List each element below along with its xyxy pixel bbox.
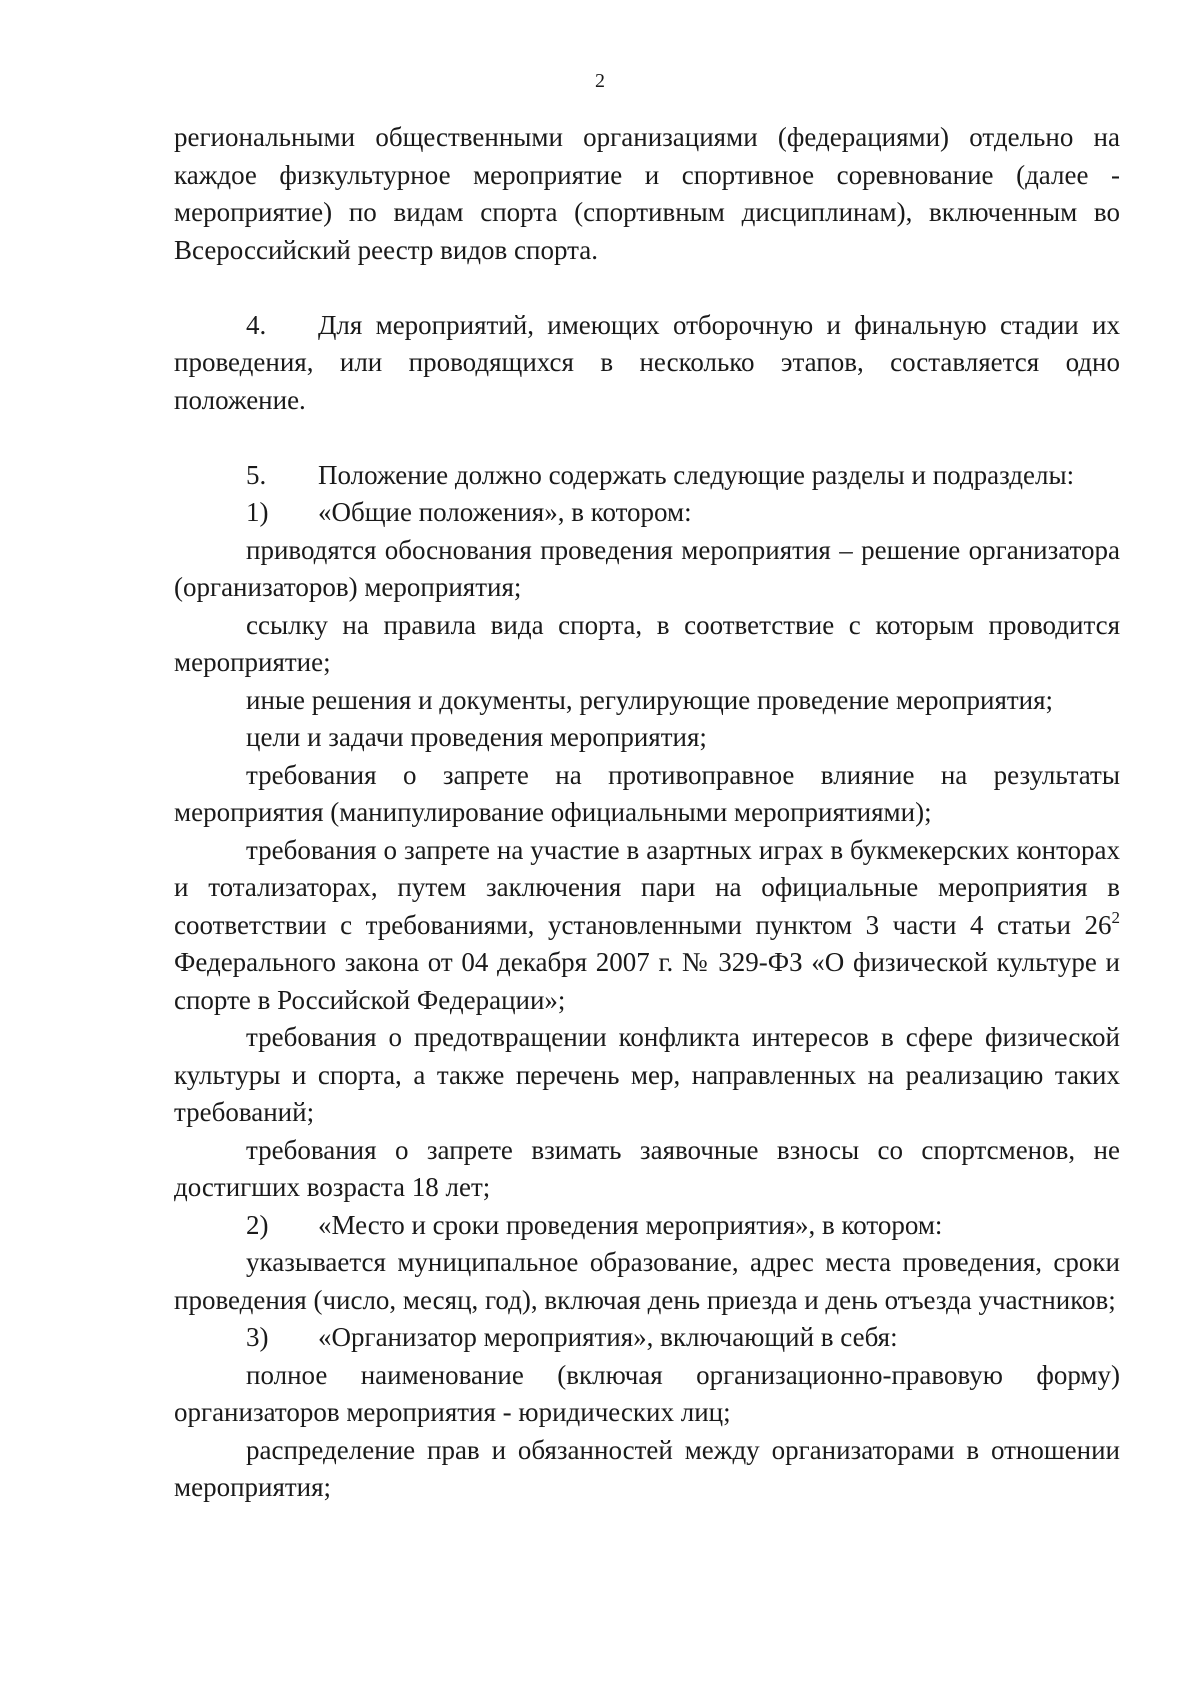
subsection-1-item: цели и задачи проведения мероприятия; [246, 722, 707, 752]
subsection-2-item: указывается муниципальное образование, адрес места проведения, сроки проведения (число, месяц, год), включая день приезда и день отъезда участников; [174, 1247, 1120, 1315]
subsection-1-item: требования о запрете на противоправное влияние на результаты мероприятия (манипулирование официальными мероприятиями); [174, 759, 1120, 827]
item-5-text: Положение должно содержать следующие разделы и подразделы: [318, 459, 1075, 490]
subsection-1-item: требования о предотвращении конфликта интересов в сфере физической культуры и спорта, а также перечень мер, направленных на реализацию таких требований; [174, 1022, 1120, 1127]
item-4-number: 4. [246, 309, 267, 340]
subsection-1-title: «Общие положения», в котором: [318, 497, 692, 527]
document-body [174, 119, 1120, 1507]
betting-ban-paragraph [174, 832, 1120, 1020]
subsection-3-heading [174, 1319, 1120, 1357]
item-4-paragraph [174, 307, 1120, 420]
subsection-2-title: «Место и сроки проведения мероприятия», в котором: [318, 1209, 943, 1240]
betting-ban-text: требования о запрете на участие в азартных играх в букмекерских конторах и тотализаторах, путем заключения пари на официальные мероприятия в соответствии с требованиями, установленными пунктом 3 части 4 статьи 26 [174, 834, 1120, 940]
subsection-3-title: «Организатор мероприятия», включающий в себя: [318, 1322, 898, 1352]
subsection-2-number: 2) [246, 1209, 269, 1240]
subsection-1-item: приводятся обоснования проведения мероприятия – решение организатора (организаторов) мероприятия; [174, 534, 1120, 602]
subsection-1-item: требования о запрете взимать заявочные взносы со спортсменов, не достигших возраста 18 лет; [174, 1134, 1120, 1202]
item-5-number: 5. [246, 459, 267, 490]
subsection-3-item: распределение прав и обязанностей между организаторами в отношении мероприятия; [174, 1434, 1120, 1502]
page-number: 2 [595, 70, 605, 92]
item-4-text: Для мероприятий, имеющих отборочную и финальную стадии их проведения, или проводящихся в несколько этапов, составляется одно положение. [174, 309, 1120, 415]
subsection-3-number: 3) [246, 1322, 269, 1352]
item-5-paragraph [174, 457, 1120, 495]
subsection-3-item: полное наименование (включая организационно-правовую форму) организаторов мероприятия - юридических лиц; [174, 1359, 1120, 1427]
betting-ban-law: Федерального закона от 04 декабря 2007 г. № 329-ФЗ «О физической культуре и спорте в Российской Федерации»; [174, 947, 1120, 1015]
intro-paragraph: региональными общественными организациями (федерациями) отдельно на каждое физкультурное мероприятие и спортивное соревнование (далее - мероприятие) по видам спорта (спортивным дисциплинам), включенным во Всероссийский реестр видов спорта. [174, 122, 1120, 265]
subsection-1-item: иные решения и документы, регулирующие проведение мероприятия; [246, 684, 1054, 715]
subsection-1-number: 1) [246, 497, 269, 527]
subsection-1-item: ссылку на правила вида спорта, в соответствие с которым проводится мероприятие; [174, 609, 1120, 677]
subsection-1-heading [174, 494, 1120, 532]
article-superscript: 2 [1111, 907, 1120, 927]
subsection-2-heading [174, 1207, 1120, 1245]
